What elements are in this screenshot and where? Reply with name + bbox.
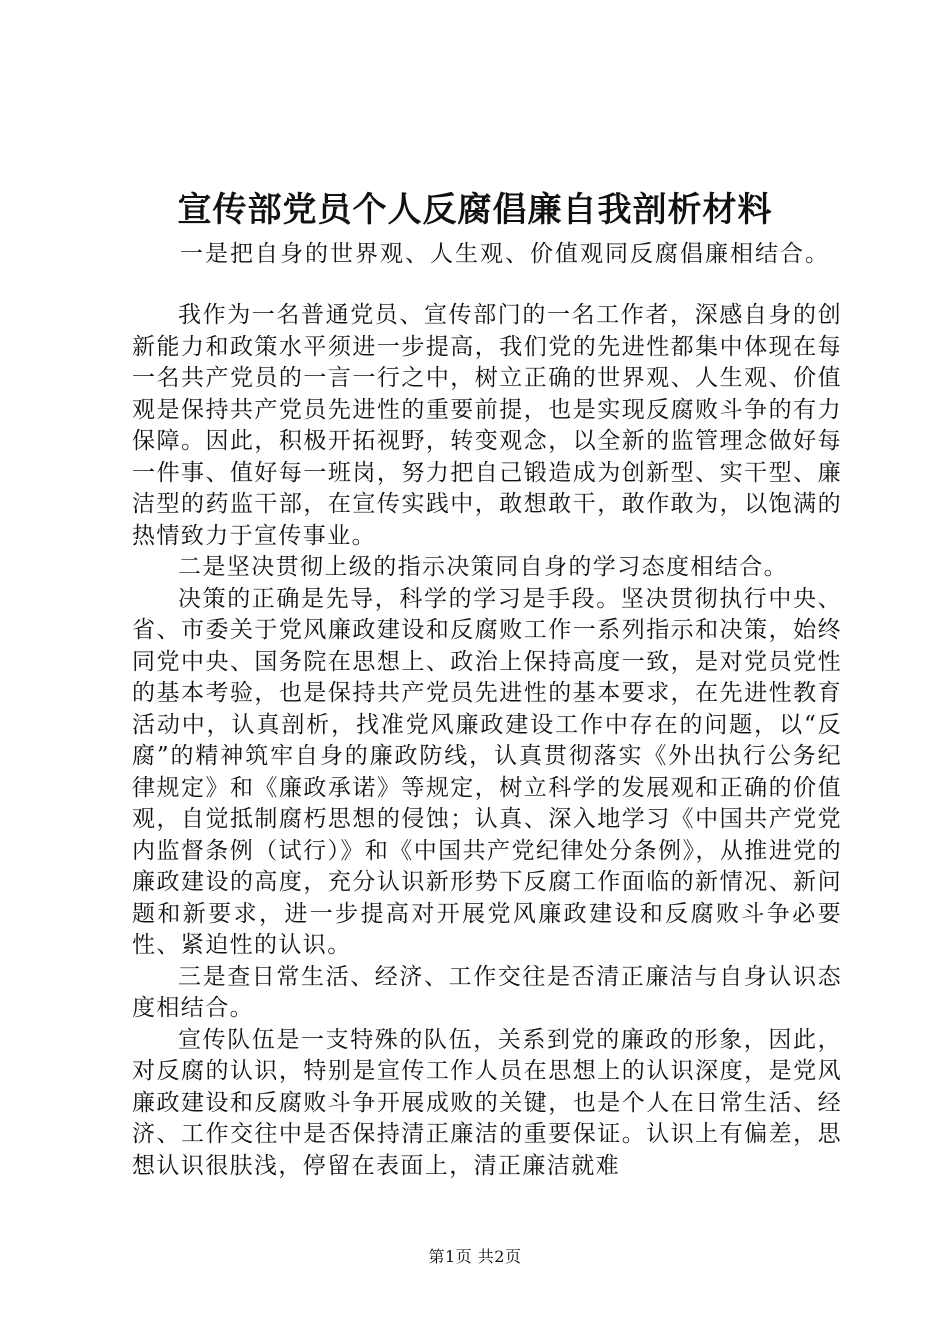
document-title: 宣传部党员个人反腐倡廉自我剖析材料 (177, 190, 773, 230)
section-heading: 二是坚决贯彻上级的指示决策同自身的学习态度相结合。 (178, 554, 788, 580)
section-heading: 三是查日常生活、经济、工作交往是否清正廉洁与自身认识态度相结合。 (132, 963, 842, 1021)
body-paragraph: 我作为一名普通党员、宣传部门的一名工作者，深感自身的创新能力和政策水平须进一步提高，我们党的先进性都集中体现在每一名共产党员的一言一行之中，树立正确的世界观、人生观、价值观是保持共产党员先进性的重要前提，也是实现反腐败斗争的有力保障。因此，积极开拓视野，转变观念，以全新的监管理念做好每一件事、值好每一班岗，努力把自己锻造成为创新型、实干型、廉洁型的药监干部，在宣传实践中，敢想敢干，敢作敢为，以饱满的热情致力于宣传事业。 (132, 302, 842, 549)
page-footer: 第1页 共2页 (428, 1247, 522, 1266)
intro-line: 一是把自身的世界观、人生观、价值观同反腐倡廉相结合。 (180, 241, 830, 267)
body-paragraph: 宣传队伍是一支特殊的队伍，关系到党的廉政的形象，因此，对反腐的认识，特别是宣传工作人员在思想上的认识深度，是党风廉政建设和反腐败斗争开展成败的关键，也是个人在日常生活、经济、工作交往中是否保持清正廉洁的重要保证。认识上有偏差，思想认识很肤浅，停留在表面上，清正廉洁就难 (132, 1026, 842, 1179)
body-paragraph: 决策的正确是先导，科学的学习是手段。坚决贯彻执行中央、省、市委关于党风廉政建设和反腐败工作一系列指示和决策，始终同党中央、国务院在思想上、政治上保持高度一致，是对党员党性的基本考验，也是保持共产党员先进性的基本要求，在先进性教育活动中，认真剖析，找准党风廉政建设工作中存在的问题，以“反腐”的精神筑牢自身的廉政防线，认真贯彻落实《外出执行公务纪律规定》和《廉政承诺》等规定，树立科学的发展观和正确的价值观，自觉抵制腐朽思想的侵蚀；认真、深入地学习《中国共产党党内监督条例（试行）》和《中国共产党纪律处分条例》，从推进党的廉政建设的高度，充分认识新形势下反腐工作面临的新情况、新问题和新要求，进一步提高对开展党风廉政建设和反腐败斗争必要性、紧迫性的认识。 (132, 585, 842, 958)
document-body (132, 300, 842, 1182)
